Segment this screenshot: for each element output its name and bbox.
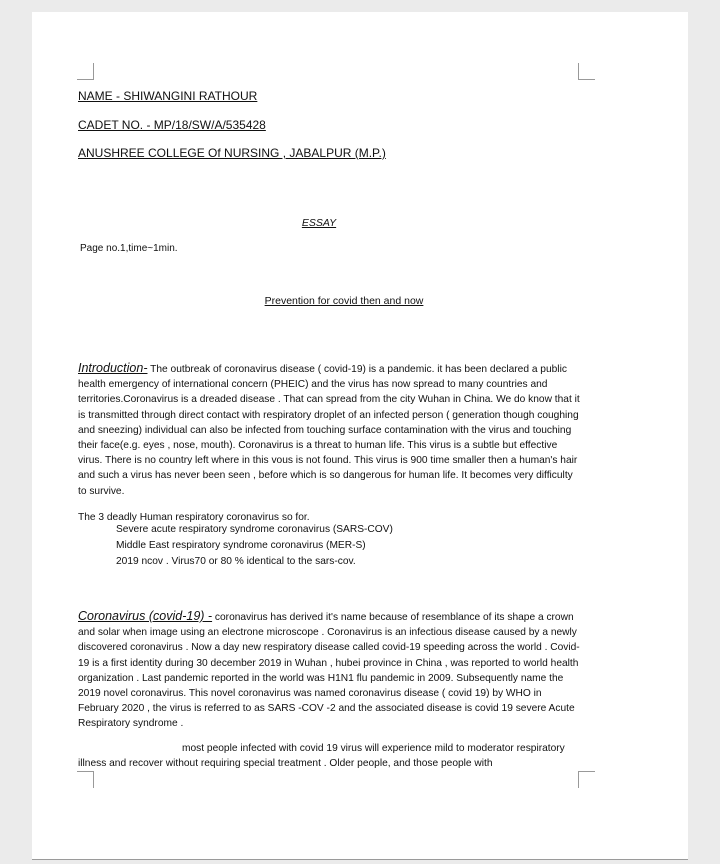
covid-heading: Coronavirus (covid-19) -: [78, 609, 213, 623]
intro-text: The outbreak of coronavirus disease ( covid-19) is a pandemic. it has been declared a public health emergency of international concern (PHEIC) and the virus has now spread to many countries and territories.Coronavirus is a dreaded disease . That can spread from the city Wuhan in China. We do know that it is transmitted through direct contact with respiratory droplet of an infected person ( generation though coughing and sneezing) individual can also be infected from touching surface contamination with the virus and touching their face(e.g. eyes , nose, mouth). Coronavirus is a threat to human life. This virus is a subtle but effective virus. There is no country left where in this vous is not found. This virus is 900 time smaller then a human's hair and such a virus has never been seen , before which is so dangerous for human life. It becomes very difficulty to survive.: [78, 364, 580, 497]
margin-corner-mark: [578, 771, 595, 788]
college-name: ANUSHREE COLLEGE Of NURSING , JABALPUR (M.P.): [78, 146, 386, 160]
deadly-intro: The 3 deadly Human respiratory coronavirus so for.: [78, 512, 310, 523]
coronavirus-list: [116, 522, 393, 570]
last-text: most people infected with covid 19 virus will experience mild to moderator respiratory illness and recover without requiring special treatment . Older people, and those people with: [78, 743, 565, 770]
covid-text: coronavirus has derived it's name because of resemblance of its shape a crown and solar when image using an electrone microscope . Coronavirus is an infectious disease caused by a newly discovered coronavirus . Now a day new respiratory disease called covid-19 speeding across the world . Covid-19 is a first identity during 30 december 2019 in Wuhan , hubei province in China , was reported to world health organization . Last pandemic reported in the world was H1N1 flu pandemic in 2009. Subsequently name the 2019 novel coronavirus. This novel coronavirus was named coronavirus disease ( covid 19) by WHO in February 2020 , the virus is referred to as SARS -COV -2 and the associated disease is covid 19 severe Acute Respiratory syndrome .: [78, 612, 580, 730]
intro-paragraph: [78, 361, 584, 499]
margin-corner-mark: [77, 771, 94, 788]
list-item: Severe acute respiratory syndrome coronavirus (SARS-COV): [116, 524, 393, 535]
page-divider: [32, 859, 688, 860]
student-name: NAME - SHIWANGINI RATHOUR: [78, 89, 258, 103]
last-paragraph: [78, 741, 584, 771]
essay-label: ESSAY: [301, 217, 337, 229]
list-item: 2019 ncov . Virus70 or 80 % identical to the sars-cov.: [116, 556, 356, 567]
margin-corner-mark: [578, 63, 595, 80]
margin-corner-mark: [77, 63, 94, 80]
cadet-number: CADET NO. - MP/18/SW/A/535428: [78, 118, 266, 132]
covid-paragraph: [78, 609, 584, 732]
essay-title: Prevention for covid then and now: [264, 295, 424, 307]
intro-heading: Introduction-: [78, 361, 148, 375]
page-note: Page no.1,time~1min.: [80, 243, 178, 254]
list-item: Middle East respiratory syndrome coronavirus (MER-S): [116, 540, 366, 551]
